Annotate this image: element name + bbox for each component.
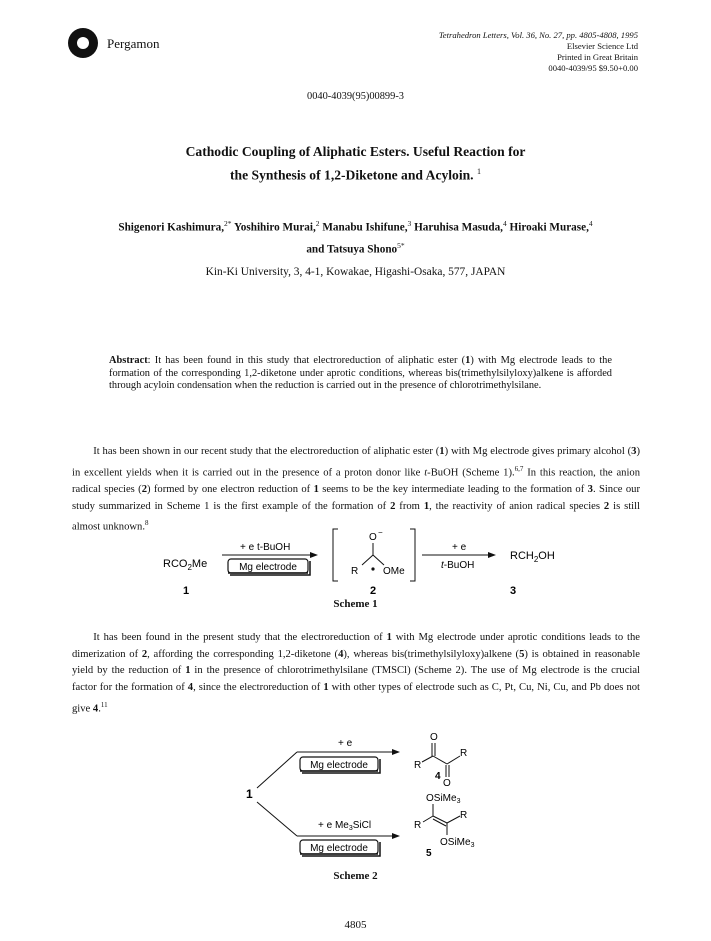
compound-ref: 4 (338, 648, 344, 660)
abstract-text-2: ) with Mg electrode leads to the formation of the corresponding 1,2-diketone under aprotic conditions, whereas bis(trimethylsilyloxy)alkene is afforded through acyloin condensation when the reduction is carried out in the presence of chlorotrimethylsilane. (109, 355, 612, 392)
scheme-2-label: Scheme 2 (333, 870, 378, 882)
s2-p5-r-right: R (460, 810, 468, 821)
logo-mark (77, 37, 89, 49)
para2-text: in the presence of chlorotrimethylsilane (TMSCl) (Scheme 2). The use of Mg electrode is the crucial factor for the formation of (72, 665, 640, 694)
title-footnote: 1 (477, 167, 481, 176)
s1-arrowhead-1 (310, 552, 318, 558)
s2-p5-bond-cc-b (433, 819, 446, 826)
s1-num-3: 3 (510, 585, 517, 597)
s1-arrowhead-2 (488, 552, 496, 558)
author-6-prefix: and (306, 243, 325, 256)
compound-ref: 3 (631, 446, 637, 457)
abstract-text-1: : It has been found in this study that electroreduction of aliphatic ester ( (147, 355, 466, 366)
compound-ref: 3 (587, 483, 593, 495)
s1-inter-r: R (351, 566, 359, 577)
author-6-affil: 5* (397, 240, 405, 250)
compound-ref: 4 (187, 682, 194, 694)
scheme-1-label: Scheme 1 (333, 598, 378, 610)
abstract-compound-1: 1 (465, 355, 471, 366)
s1-inter-ome: OMe (383, 566, 405, 577)
compound-ref: 2 (603, 500, 610, 512)
journal-publisher: Elsevier Science Ltd (566, 41, 638, 51)
journal-printed: Printed in Great Britain (557, 52, 638, 62)
abstract (109, 355, 612, 393)
author-2-affil: 2 (315, 219, 320, 228)
s2-p5-bond-cc-a (433, 816, 447, 823)
page-number: 4805 (344, 919, 367, 931)
s2-arrowhead-up (392, 749, 400, 755)
para1-text: BuOH (Scheme 1). (430, 467, 515, 479)
compound-ref: 1 (423, 500, 430, 512)
s2-p5-num: 5 (426, 848, 432, 859)
s1-bracket-right (410, 529, 415, 581)
compound-ref: 1 (185, 665, 191, 677)
compound-ref: 2 (390, 500, 396, 512)
author-1: Shigenori Kashimura, (118, 221, 225, 234)
para2-text: ), whereas bis(trimethylsilyloxy)alkene ( (343, 648, 520, 660)
para1-text: seems to be the key intermediate leading to the formation of (318, 483, 588, 495)
s2-p4-bond-r1 (422, 756, 433, 762)
paragraph-2 (72, 630, 640, 718)
para2-text: with other types of electrode such as C, Pt, Cu, Ni, Cu, and Pb does not give (72, 682, 641, 715)
journal-price: 0040-4039/95 $9.50+0.00 (548, 63, 638, 73)
para1-text: It has been shown in our recent study that the electroreduction of aliphatic ester ( (93, 446, 440, 457)
s2-p4-o-bottom: O (443, 778, 451, 789)
s1-product: $RCH_2OH$ (510, 550, 555, 564)
author-5-affil: 4 (588, 219, 593, 228)
scheme-2-diagram (0, 730, 711, 865)
author-3-affil: 3 (407, 219, 412, 228)
author-6: Tatsuya Shono (326, 243, 398, 256)
para1-text: from (395, 500, 424, 512)
compound-ref: 2 (141, 483, 147, 495)
s1-cond-top: + e t-BuOH (240, 542, 291, 553)
s2-lower-box-label: Mg electrode (310, 843, 368, 854)
author-1-affil: 2* (224, 219, 232, 228)
s2-p4-bond-cc (433, 756, 447, 764)
para2-text: , since the electroreduction of (193, 682, 324, 694)
title-line-2: the Synthesis of 1,2-Diketone and Acyloin. (230, 167, 474, 183)
s2-arrowhead-down (392, 833, 400, 839)
s1-inter-o: O (369, 532, 377, 543)
s2-p5-r-left: R (414, 820, 422, 831)
compound-ref: 2 (141, 648, 148, 660)
pii-code: 0040-4039(95)00899-3 (307, 91, 404, 102)
s2-p5-bond-r1 (423, 816, 433, 822)
s2-p4-bond-r2 (447, 756, 460, 764)
pergamon-logo (68, 28, 98, 58)
affiliation: Kin-Ki University, 3, 4-1, Kowakae, Higashi-Osaka, 577, JAPAN (205, 266, 506, 278)
para1-text: ) with Mg electrode gives primary alcohol ( (444, 446, 632, 457)
compound-ref: 1 (386, 632, 392, 643)
citation: 11 (100, 700, 108, 709)
para1-tbu: t- (424, 467, 431, 479)
s1-bond-ome (373, 555, 384, 565)
paper-title (60, 142, 651, 186)
scheme-1-diagram (0, 525, 711, 597)
para2-text: with Mg electrode under aprotic conditions leads to the dimerization of (72, 632, 640, 660)
s1-bracket-left (333, 529, 338, 581)
para2-text: . (98, 703, 101, 715)
citation: 8 (144, 519, 149, 528)
s2-lower-cond: + e $Me_3SiCl$ (318, 820, 372, 832)
s1-reactant: $RCO_2Me$ (163, 558, 208, 572)
para2-text: , affording the corresponding 1,2-diketone ( (147, 648, 339, 660)
para1-text: . Since our study summarized in Scheme 1 is the first example of the formation of (72, 483, 640, 512)
author-5: Hiroaki Murase, (509, 221, 589, 234)
citation: 6,7 (514, 464, 524, 473)
s2-branch-up (257, 752, 297, 788)
author-list (60, 215, 651, 258)
journal-info (439, 30, 638, 74)
author-4-affil: 4 (502, 219, 507, 228)
para1-text: is still almost unknown. (72, 500, 641, 533)
journal-citation: Tetrahedron Letters, Vol. 36, No. 27, pp. 4805-4808, 1995 (438, 30, 638, 40)
para1-text: , the reactivity of anion radical species (429, 500, 604, 512)
s2-p4-r-left: R (414, 760, 422, 771)
s2-p4-o-top: O (430, 732, 438, 743)
s1-num-1: 1 (183, 585, 190, 597)
publisher-name: Pergamon (107, 36, 160, 51)
title-line-1: Cathodic Coupling of Aliphatic Esters. Useful Reaction for (185, 144, 526, 159)
s1-cond2-top: + e (452, 542, 467, 553)
s2-branch-down (257, 802, 297, 836)
s1-num-2: 2 (370, 585, 377, 597)
s2-p4-num: 4 (435, 771, 441, 782)
s1-bond-r (362, 555, 373, 565)
s2-p5-otms-top: OSiMe$_3$ (426, 793, 461, 805)
para1-text: ) formed by one electron reduction of (146, 483, 314, 495)
s1-radical-dot (371, 567, 374, 570)
compound-ref: 1 (313, 483, 319, 495)
author-3: Manabu Ishifune, (322, 221, 408, 234)
para1-text: ) in excellent yields when it is carried out in the presence of a proton donor like (72, 446, 640, 479)
s2-upper-cond: + e (338, 738, 353, 749)
s1-electrode-label: Mg electrode (239, 562, 297, 573)
s2-upper-box-label: Mg electrode (310, 760, 368, 771)
s2-p5-otms-bottom: OSiMe$_3$ (440, 837, 475, 849)
para1-text: In this reaction, the anion radical species ( (72, 467, 640, 495)
compound-ref: 5 (519, 648, 525, 660)
para2-text: It has been found in the present study that the electroreduction of (93, 632, 387, 643)
compound-ref: 1 (323, 682, 329, 694)
s2-start: 1 (246, 787, 253, 801)
s2-p4-r-right: R (460, 748, 468, 759)
compound-ref: 4 (92, 703, 99, 715)
compound-ref: 1 (439, 446, 445, 457)
s1-charge: − (378, 528, 383, 537)
author-2: Yoshihiro Murai, (233, 221, 316, 234)
author-4: Haruhisa Masuda, (414, 221, 503, 234)
para2-text: ) is obtained in reasonable yield by the reduction of (72, 648, 640, 677)
paragraph-1 (72, 444, 640, 537)
abstract-label: Abstract (109, 355, 148, 366)
s1-cond2-bottom: t-BuOH (441, 560, 475, 571)
s2-p5-bond-r2 (447, 816, 460, 823)
